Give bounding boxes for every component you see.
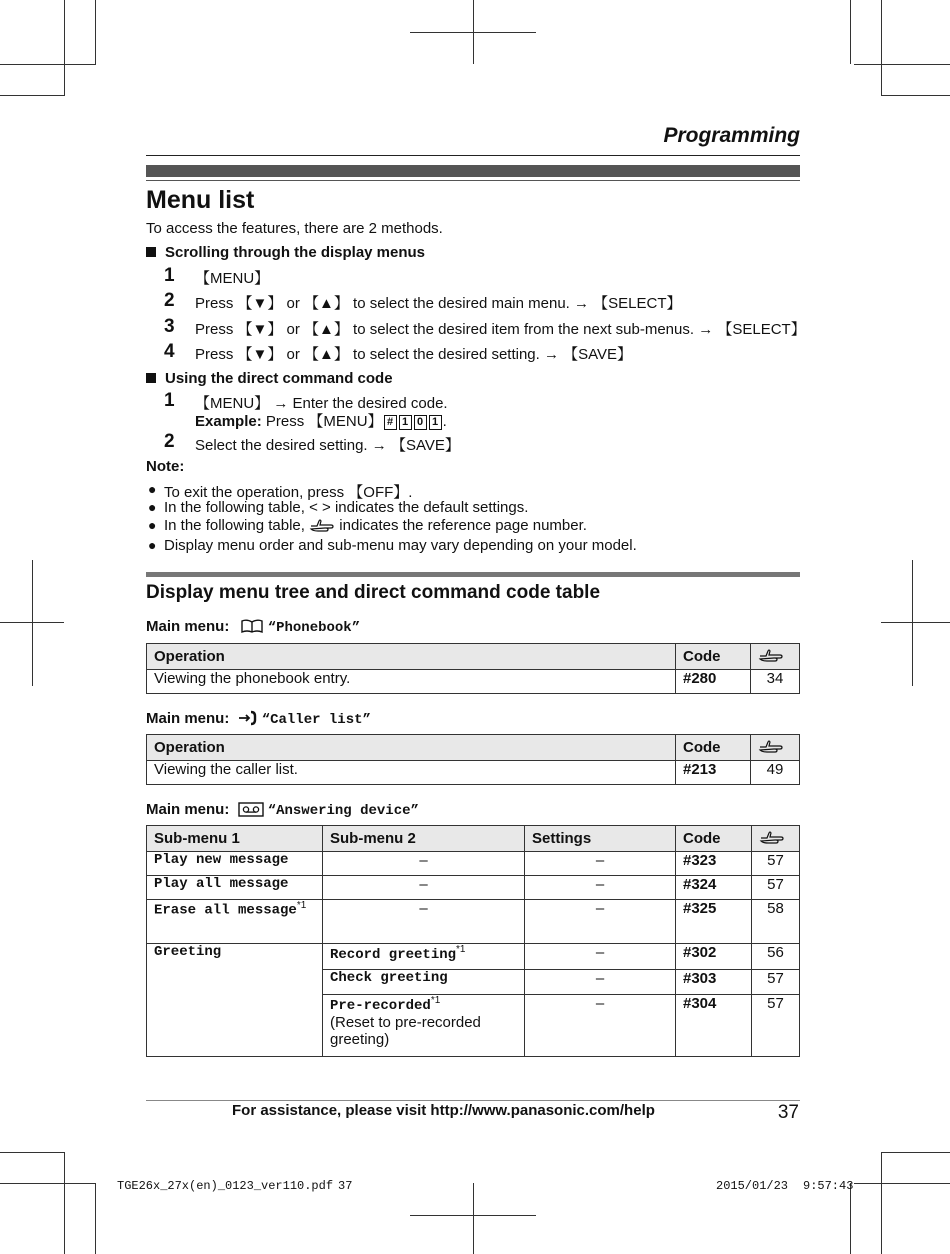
bullet-icon: ● [148, 499, 157, 515]
note-item: To exit the operation, press 【OFF】. [164, 484, 413, 501]
col-operation: Operation [147, 735, 676, 761]
reference-page-icon [758, 647, 784, 663]
step-number: 1 [164, 390, 175, 411]
bullet-icon: ● [148, 517, 157, 533]
step-text: Press 【▼】 or 【▲】 to select the desired item from the next sub-menus. → 【SELECT】 [195, 321, 806, 338]
step-number: 4 [164, 341, 175, 362]
print-date: 2015/01/23 [716, 1179, 789, 1193]
col-page [752, 826, 800, 852]
note-item: Display menu order and sub-menu may vary depending on your model. [164, 537, 637, 554]
caller-list-table [146, 734, 800, 785]
note-item: In the following table, < > indicates the default settings. [164, 499, 529, 516]
reference-page-icon [758, 738, 784, 754]
footer-help-text: For assistance, please visit http://www.panasonic.com/help [232, 1102, 655, 1119]
table-header-row [147, 735, 800, 761]
col-page [751, 735, 800, 761]
col-settings: Settings [525, 826, 676, 852]
table-row: Pre-recorded$^{*1}$ (Reset to pre-recorded greeting) – #304 57 [147, 995, 800, 1057]
key-box: 1 [429, 415, 442, 430]
col-code: Code [676, 644, 751, 670]
answering-device-table [146, 825, 800, 1057]
col-code: Code [676, 826, 752, 852]
col-page [751, 644, 800, 670]
reference-page-icon [759, 829, 785, 845]
title-rule [146, 180, 800, 181]
note-item: In the following table, indicates the reference page number. [164, 517, 587, 534]
main-menu-phonebook: Main menu: “Phonebook” [146, 618, 361, 636]
table-row: Viewing the phonebook entry. #280 34 [147, 670, 800, 694]
table-header-row [147, 644, 800, 670]
main-menu-caller-list: Main menu: “Caller list” [146, 710, 371, 728]
intro-text: To access the features, there are 2 methods. [146, 220, 443, 237]
section-rule [146, 572, 800, 577]
section-title: Display menu tree and direct command code table [146, 582, 601, 603]
col-code: Code [676, 735, 751, 761]
example-line: Example: Press 【MENU】 # 1 0 1 . [195, 413, 447, 430]
method1-heading: Scrolling through the display menus [146, 244, 425, 261]
table-row: Erase all message$^{*1}$ – – #325 58 [147, 900, 800, 944]
key-box: 1 [399, 415, 412, 430]
table-header-row [147, 826, 800, 852]
print-time: 9:57:43 [803, 1179, 854, 1193]
key-box: 0 [414, 415, 427, 430]
step-text: Select the desired setting. → 【SAVE】 [195, 437, 460, 454]
col-operation: Operation [147, 644, 676, 670]
page-title: Menu list [146, 186, 255, 214]
answering-device-icon [238, 802, 264, 817]
step-number: 2 [164, 431, 175, 452]
footer-rule [146, 1100, 800, 1101]
phonebook-table [146, 643, 800, 694]
step-number: 2 [164, 290, 175, 311]
table-row: Viewing the caller list. #213 49 [147, 761, 800, 785]
square-bullet-icon [146, 247, 156, 257]
step-text: 【MENU】 → Enter the desired code. [195, 395, 448, 412]
table-row: Check greeting – #303 57 [147, 970, 800, 995]
phonebook-icon [240, 618, 264, 634]
table-row: Greeting Record greeting$^{*1}$ – #302 56 [147, 944, 800, 970]
step-number: 1 [164, 265, 175, 286]
table-row: Play new message – – #323 57 [147, 852, 800, 876]
col-sub-menu-1: Sub-menu 1 [147, 826, 323, 852]
note-label: Note: [146, 458, 185, 475]
table-row: Play all message – – #324 57 [147, 876, 800, 900]
method2-heading: Using the direct command code [146, 370, 393, 387]
section-header: Programming [663, 124, 800, 147]
title-bar [146, 165, 800, 177]
header-rule [146, 155, 800, 156]
caller-list-icon [238, 710, 258, 726]
col-sub-menu-2: Sub-menu 2 [323, 826, 525, 852]
step-text: Press 【▼】 or 【▲】 to select the desired main menu. → 【SELECT】 [195, 295, 682, 312]
step-text: Press 【▼】 or 【▲】 to select the desired setting. → 【SAVE】 [195, 346, 633, 363]
print-file-name: TGE26x_27x(en)_0123_ver110.pdf [117, 1179, 334, 1193]
square-bullet-icon [146, 373, 156, 383]
bullet-icon: ● [148, 537, 157, 553]
step-number: 3 [164, 316, 175, 337]
main-menu-answering-device: Main menu: “Answering device” [146, 801, 419, 819]
step-text: 【MENU】 [195, 270, 270, 287]
page-number: 37 [777, 1102, 799, 1123]
bullet-icon: ● [148, 481, 157, 497]
print-page: 37 [338, 1179, 353, 1193]
reference-page-icon [309, 517, 335, 533]
key-box: # [384, 415, 397, 430]
